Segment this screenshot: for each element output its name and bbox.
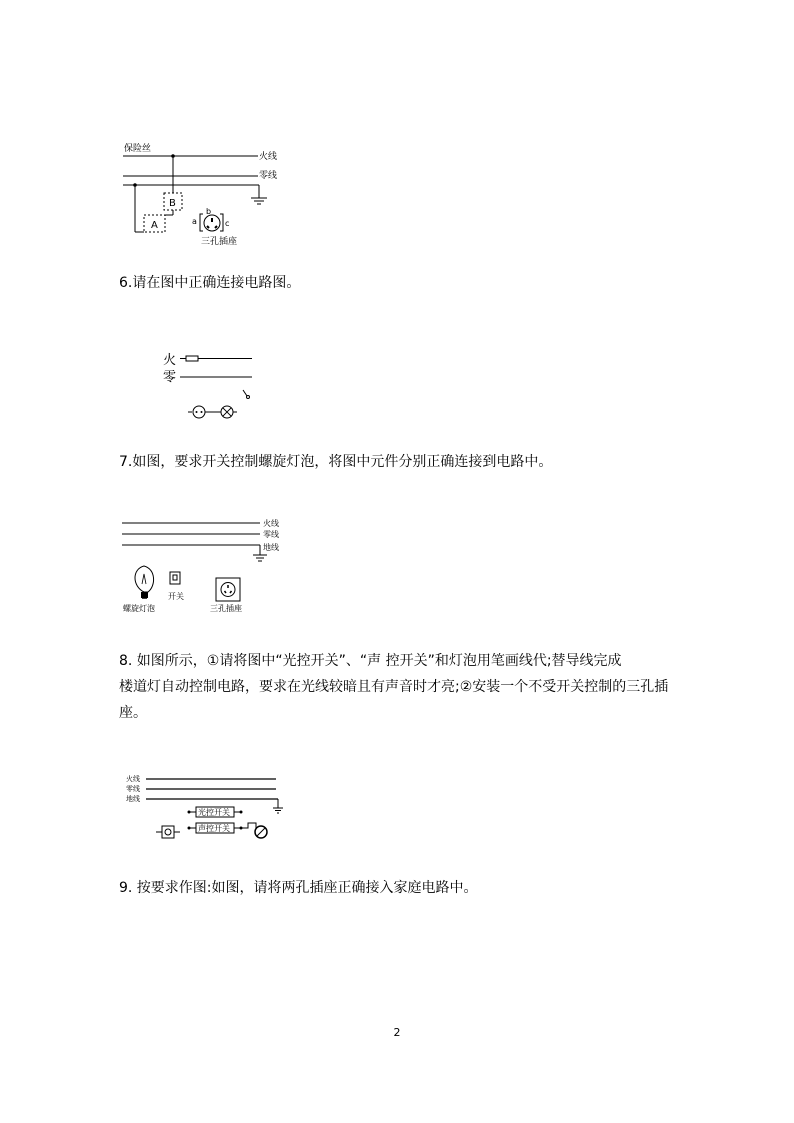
ground-wire-label: 地线 [263, 543, 279, 552]
neutral-wire-label: 零线 [263, 530, 279, 539]
socket-label: 三孔插座 [201, 237, 238, 247]
neutral-label: 零 [163, 370, 177, 385]
socket-icon [162, 826, 174, 838]
question-8-line-2: 楼道灯自动控制电路，要求在光线较暗且有声音时才亮;②安装一个不受开关控制的三孔插 [119, 679, 669, 695]
switch-label: 开关 [168, 592, 184, 601]
light-switch-label: 光控开关 [198, 808, 230, 817]
question-7: 7.如图，要求开关控制螺旋灯泡，将图中元件分别正确连接到电路中。 [119, 454, 553, 470]
live-wire-label: 火线 [259, 152, 278, 162]
live-wire-label: 火线 [263, 519, 279, 528]
ground-wire-label: 地线 [126, 795, 140, 803]
switch-icon [243, 390, 247, 396]
box-b-label: B [169, 198, 176, 209]
question-6: 6.请在图中正确连接电路图。 [119, 275, 301, 291]
socket-icon [193, 406, 205, 418]
pin-a-label: a [192, 217, 197, 226]
neutral-wire-label: 零线 [126, 785, 140, 793]
page-number: 2 [393, 1026, 401, 1039]
figure-bulb-switch-socket [118, 514, 298, 616]
switch-icon [170, 572, 180, 584]
figure-stairwell-light-circuit [124, 772, 294, 844]
question-9: 9. 按要求作图:如图，请将两孔插座正确接入家庭电路中。 [119, 880, 478, 896]
fuse-label: 保险丝 [124, 144, 152, 154]
bulb-label: 螺旋灯泡 [123, 604, 155, 613]
question-8-line-1: 8. 如图所示，①请将图中“光控开关”、“声 控开关”和灯泡用笔画线代;替导线完成 [119, 653, 622, 669]
fuse-icon [186, 356, 198, 361]
pin-b-label: b [206, 207, 212, 216]
three-pin-socket-icon [216, 578, 240, 601]
spiral-bulb-icon [135, 566, 154, 592]
live-wire-label: 火线 [126, 775, 140, 783]
neutral-wire-label: 零线 [259, 171, 278, 181]
live-label: 火 [163, 353, 177, 368]
figure-basic-circuit [160, 348, 265, 423]
question-8-line-3: 座。 [119, 705, 147, 721]
sound-switch-label: 声控开关 [198, 824, 230, 833]
box-a-label: A [151, 220, 158, 231]
figure-fuse-socket-circuit [115, 140, 290, 250]
pin-c-label: c [225, 219, 230, 228]
socket-label: 三孔插座 [210, 604, 242, 613]
three-pin-socket-icon [204, 215, 220, 231]
